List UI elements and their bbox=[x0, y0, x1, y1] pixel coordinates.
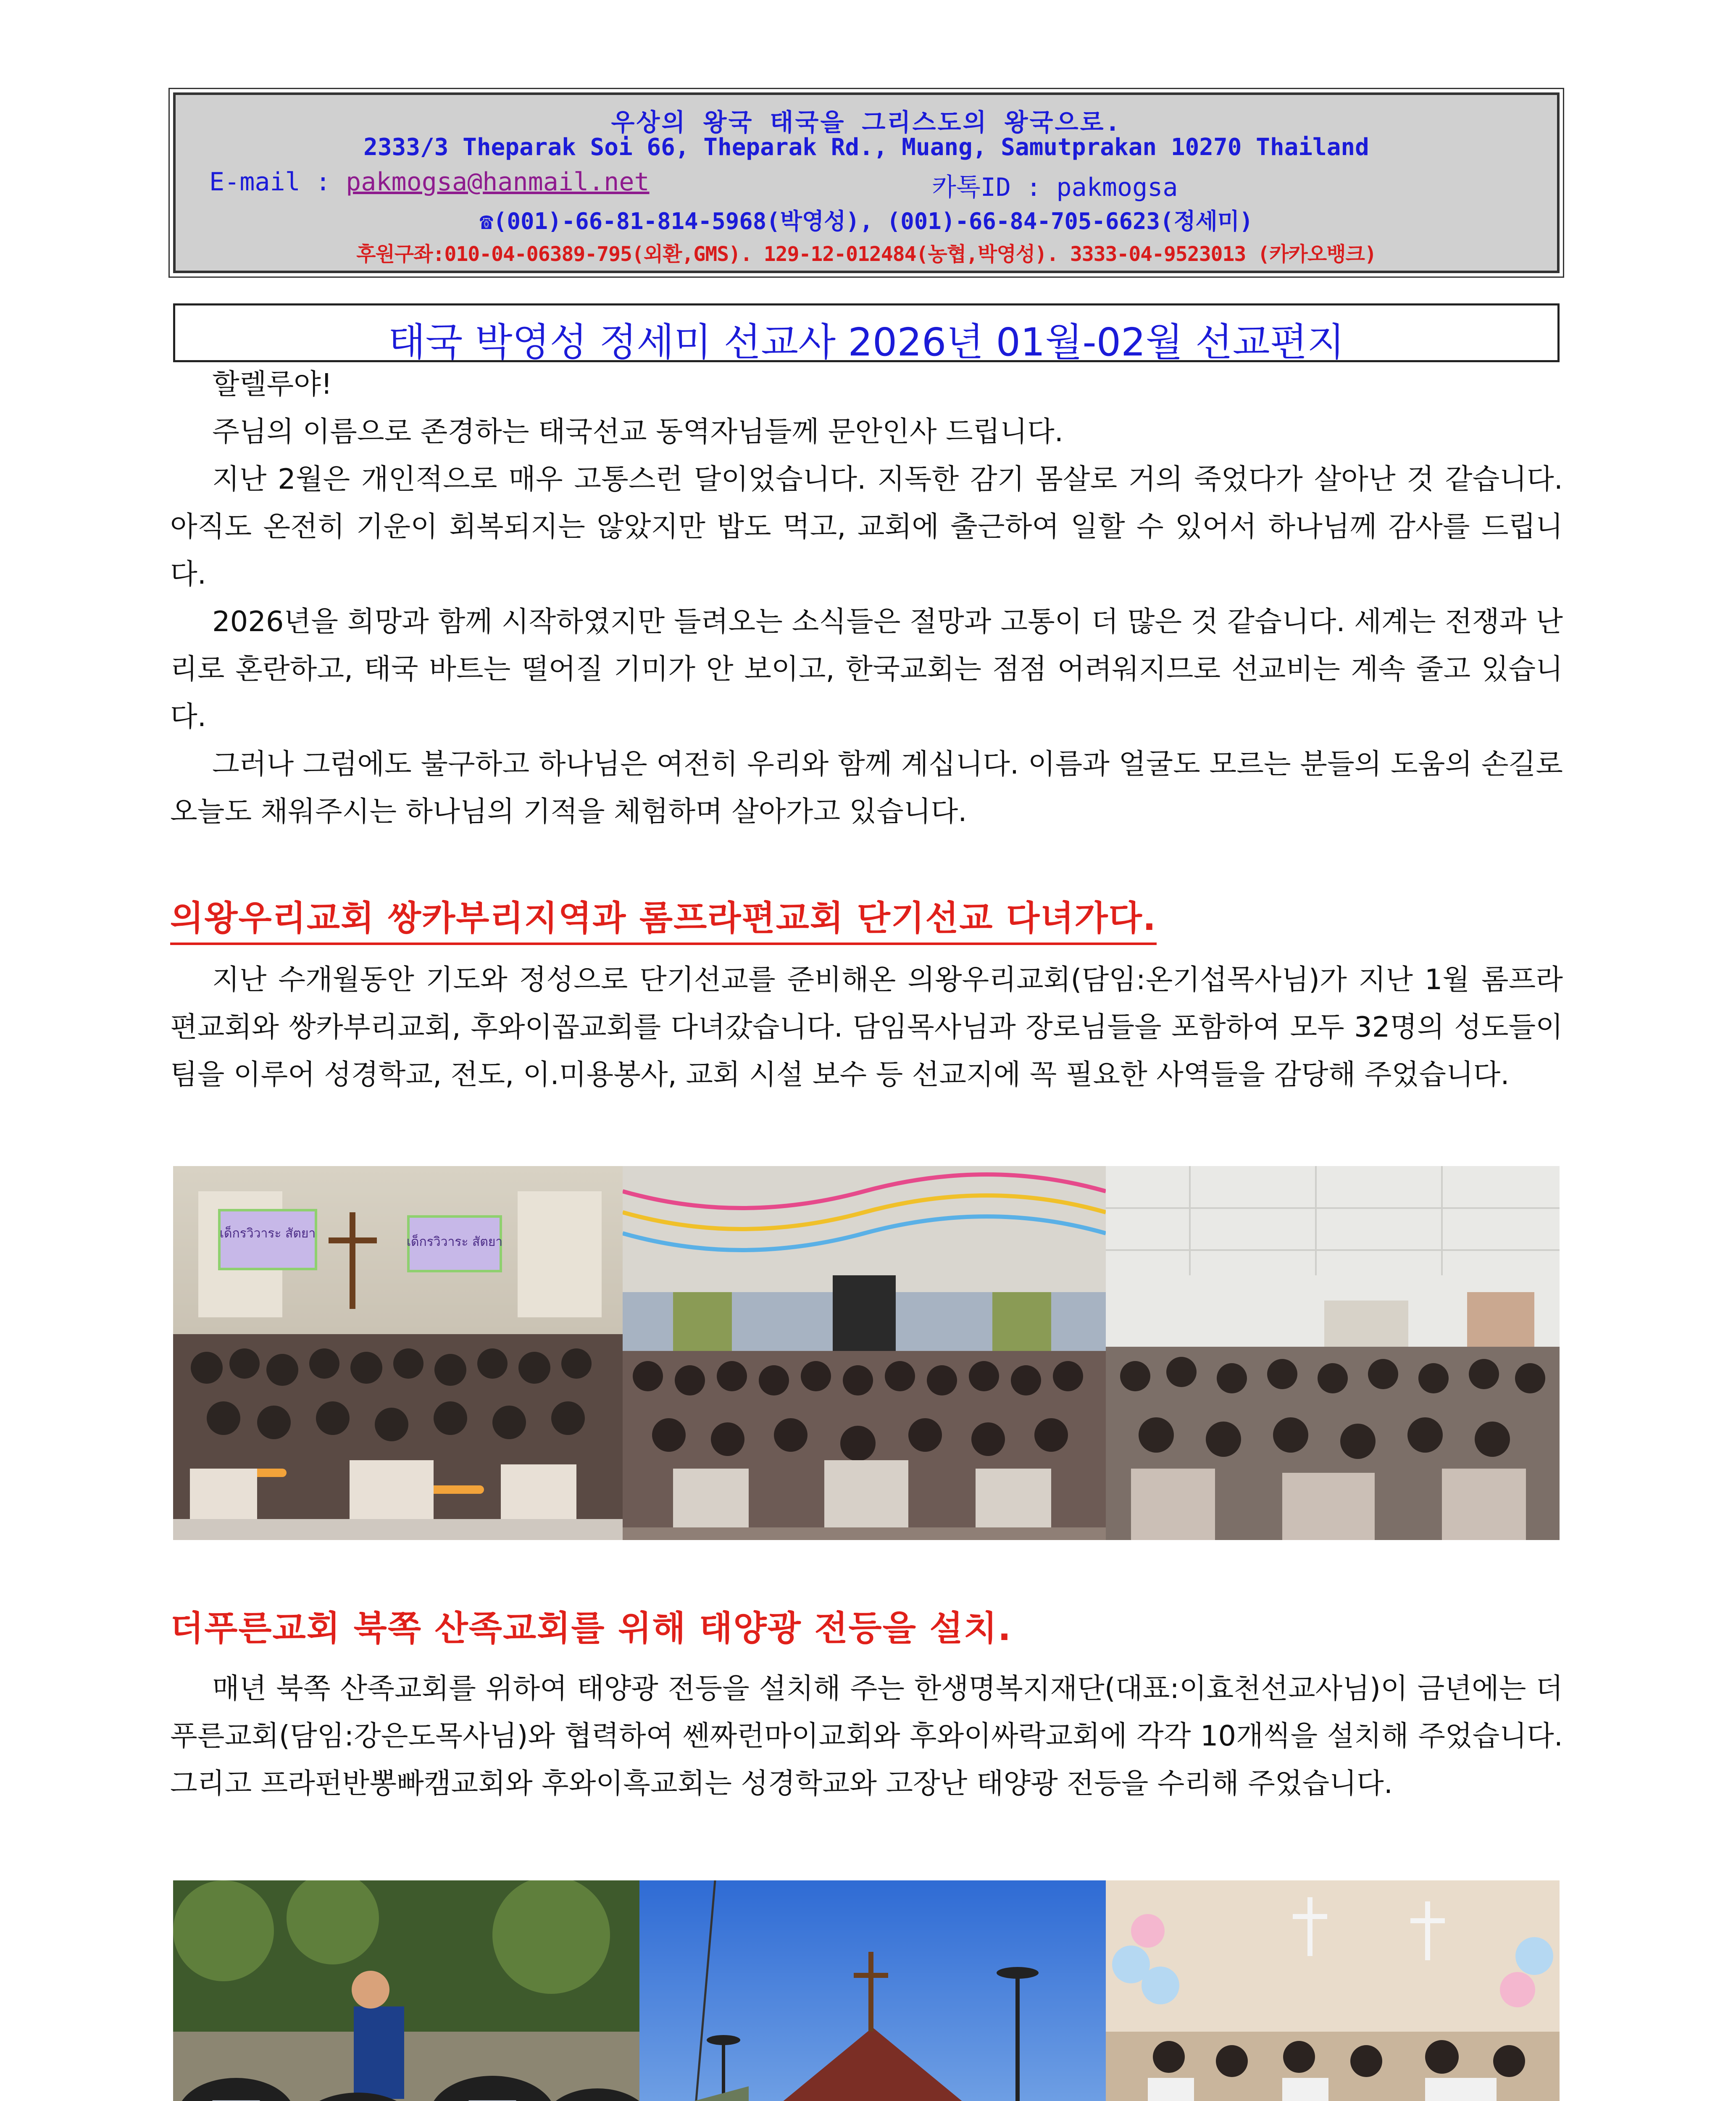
section1-body: 지난 수개월동안 기도와 정성으로 단기선교를 준비해온 의왕우리교회(담임:온기섭목사님)가 지난 1월 롬프라편교회와 쌍카부리교회, 후와이꼽교회를 다녀갔습니다. 담임목사님과 장로님들을 포함하여 모두 32명의 성도들이 팀을 이루어 성경학교, 전도, 이.미용봉사, 교회 시설 보수 등 선교지에 꼭 필요한 사역들을 감당해 주었습니다. bbox=[170, 963, 1563, 1091]
letterhead-box bbox=[173, 92, 1560, 273]
letter-title-box bbox=[173, 303, 1560, 365]
photo-church-building bbox=[639, 1880, 1106, 2101]
banner-text-left: เด็กรวิวาระ สัตยา bbox=[219, 1226, 316, 1241]
kakao-id: 카톡ID : pakmogsa bbox=[932, 173, 1178, 202]
phone-numbers: ☎(001)-66-81-814-5968(박영성), (001)-66-84-705-6623(정세미) bbox=[479, 208, 1253, 234]
intro-text bbox=[170, 361, 1563, 835]
intro-paragraph: 그러나 그럼에도 불구하고 하나님은 여전히 우리와 함께 계십니다. 이름과 얼굴도 모르는 분들의 도움의 손길로 오늘도 채워주시는 하나님의 기적을 체험하며 살아가고 있습니다. bbox=[170, 748, 1563, 828]
photo-decorated-hall-crowd bbox=[623, 1166, 1106, 1540]
banner-text-right: เด็กรวิวาระ สัตยา bbox=[406, 1235, 503, 1249]
photo-church-hall-group bbox=[173, 1166, 623, 1540]
address: 2333/3 Theparak Soi 66, Theparak Rd., Muang, Samutprakan 10270 Thailand bbox=[363, 134, 1369, 161]
photo-solar-lamps bbox=[173, 1880, 639, 2101]
motto: 우상의 왕국 태국을 그리스도의 왕국으로. bbox=[611, 108, 1122, 137]
photo-kids-balloons bbox=[1106, 1880, 1560, 2101]
section1-body-wrap bbox=[170, 956, 1563, 1098]
letter-title: 태국 박영성 정세미 선교사 2026년 01월-02월 선교편지 bbox=[388, 320, 1345, 365]
intro-paragraph: 주님의 이름으로 존경하는 태국선교 동역자님들께 문안인사 드립니다. bbox=[212, 415, 1064, 448]
section2-heading: 더푸른교회 북쪽 산족교회를 위해 태양광 전등을 설치. bbox=[170, 1609, 1012, 1648]
intro-greeting: 할렐루야! bbox=[212, 368, 332, 400]
intro-paragraph: 지난 2월은 개인적으로 매우 고통스런 달이었습니다. 지독한 감기 몸살로 거의 죽었다가 살아난 것 같습니다. 아직도 온전히 기운이 회복되지는 않았지만 밥도 먹고, 교회에 출근하여 일할 수 있어서 하나님께 감사를 드립니다. bbox=[170, 463, 1563, 590]
section2-body: 매년 북쪽 산족교회를 위하여 태양광 전등을 설치해 주는 한생명복지재단(대표:이효천선교사님)이 금년에는 더푸른교회(담임:강은도목사님)와 협력하여 쎈짜런마이교회와 후와이싸락교회에 각각 10개씩을 설치해 주었습니다. 그리고 프라펀반뽕빠캠교회와 후와이흑교회는 성경학교와 고장난 태양광 전등을 수리해 주었습니다. bbox=[170, 1672, 1563, 1800]
section2-body-wrap bbox=[170, 1665, 1563, 1807]
email-link[interactable]: pakmogsa@hanmail.net bbox=[346, 167, 650, 197]
photo-white-hall-crowd bbox=[1106, 1166, 1560, 1540]
donation-accounts: 후원구좌:010-04-06389-795(외환,GMS). 129-12-012484(농협,박영성). 3333-04-9523013 (카카오뱅크) bbox=[356, 242, 1376, 266]
contact-line bbox=[209, 167, 1591, 202]
email-label: E-mail : bbox=[209, 167, 346, 197]
section1-heading: 의왕우리교회 쌍카부리지역과 롬프라편교회 단기선교 다녀가다. bbox=[170, 891, 1157, 945]
intro-paragraph: 2026년을 희망과 함께 시작하였지만 들려오는 소식들은 절망과 고통이 더 많은 것 같습니다. 세계는 전쟁과 난리로 혼란하고, 태국 바트는 떨어질 기미가 안 보이고, 한국교회는 점점 어려워지므로 선교비는 계속 줄고 있습니다. bbox=[170, 605, 1563, 733]
